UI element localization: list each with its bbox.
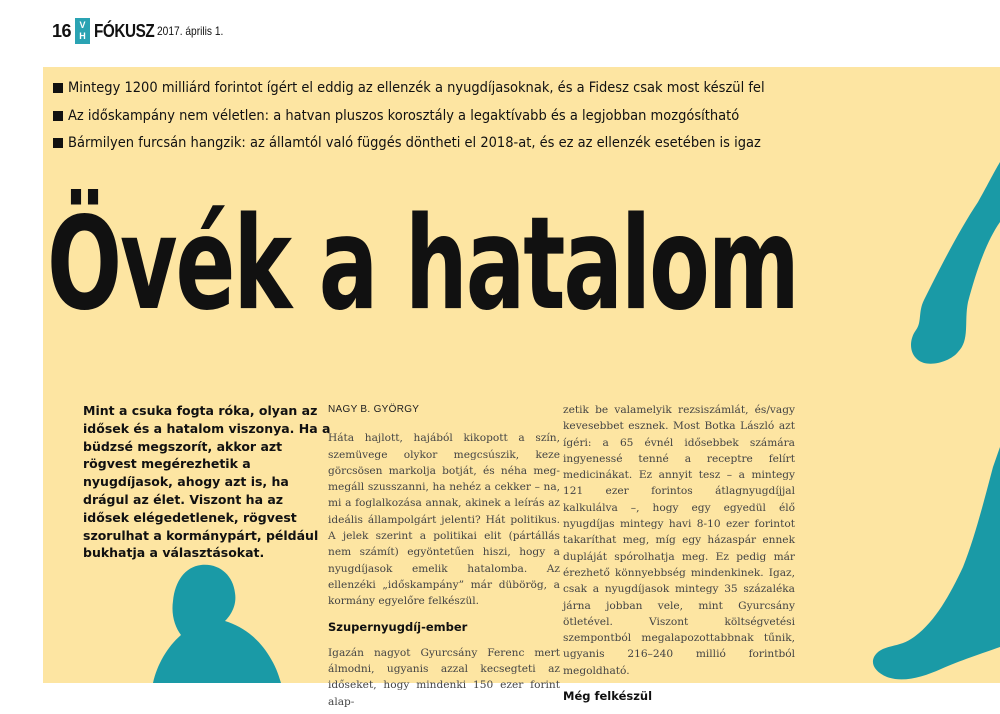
silhouette-arm-top-right	[898, 162, 1000, 372]
bullet-text: Bármilyen furcsán hangzik: az államtól való függés döntheti el 2018-at, és ez az ellenzék esetében is igaz	[68, 135, 761, 151]
bullet-item	[53, 104, 853, 128]
logo-letter-top: V	[79, 20, 86, 30]
bullet-item	[53, 76, 853, 100]
bullet-text: Mintegy 1200 milliárd forintot ígért el eddig az ellenzék a nyugdíjasoknak, és a Fidesz csak most készül fel	[68, 80, 765, 96]
summary-bullets	[53, 76, 853, 159]
bullet-square-icon	[53, 138, 63, 148]
body-paragraph: zetik be valamelyik rezsiszámlát, és/vagy kevesebbet esznek. Most Botka László azt ígéri: a 65 évnél idősebbek számára ingyenessé tenné a receptre felírt medicinákat. Ez annyit tesz – a mintegy 121 ezer forintos átlagnyugdíjjal kalkulálva –, hogy egy egyedül élő nyugdíjas mintegy havi 8-10 ezer forintot takaríthat meg, míg egy házaspár ennek dupláját spórolhatja meg. Ez pedig már érezhető könnyebbség mindenkinek. Igaz, csak a nyugdíjasok mintegy 35 százaléka járna jobban vele, mint Gyurcsány ötletével. Viszont költségvetési szempontból megalapozottabbnak tűnik, ugyanis 216–240 millió forintból megoldható.	[563, 404, 795, 677]
magazine-logo	[75, 18, 90, 44]
subheading: Szupernyugdíj-ember	[328, 619, 468, 634]
lead-paragraph	[83, 402, 333, 562]
issue-date: 2017. április 1.	[157, 24, 224, 38]
article-panel	[43, 67, 1000, 708]
body-paragraph: Igazán nagyot Gyurcsány Ferenc mert álmodni, ugyanis azzal kecsegteti az időseket, hogy mindenki 150 ezer forint alap-	[328, 646, 560, 708]
subheading: Még felkészül	[563, 689, 653, 704]
author-byline: NAGY B. GYÖRGY	[328, 404, 420, 415]
bullet-text: Az időskampány nem véletlen: a hatvan pluszos korosztály a legaktívabb és a legjobban mozgósítható	[68, 107, 740, 124]
article-headline: Övék a hatalom	[47, 190, 798, 339]
silhouette-head-bottom-left	[153, 565, 283, 683]
logo-letter-bottom: H	[79, 31, 86, 41]
bullet-item	[53, 131, 853, 155]
bullet-square-icon	[53, 83, 63, 93]
body-column-2	[563, 402, 795, 714]
page-header	[52, 18, 235, 44]
section-title: FÓKUSZ	[94, 20, 155, 41]
body-paragraph: Háta hajlott, hajából kikopott a szín, szemüvege olykor megcsúszik, keze görcsösen markolja botját, és néha meg-megáll szusszanni, ha nehéz a cekker – na, mi a foglalkozása annak, akinek a leírás az ideális állampolgárt jelenti? Hát politikus. A jelek szerint a politikai elit (pártállás nem számít) egyöntetűen hiszi, hogy a nyugdíjasok emelik hatalomba. Az ellenzéki „időskampány” már dübörög, a kormány egyelőre felkészül.	[328, 432, 560, 608]
lead-text: Mint a csuka fogta róka, olyan az idősek és a hatalom viszonya. Ha a büdzsé megszorít, akkor azt rögvest megérezhetik a nyugdíjasok, ahogy azt is, ha drágul az élet. Viszont ha az idősek elégedetlenek, rögvest szorulhat a kormánypárt, például bukhatja a választásokat.	[83, 403, 331, 561]
body-column-1	[328, 402, 560, 710]
silhouette-arm-bottom-right	[863, 447, 1000, 683]
bullet-square-icon	[53, 111, 63, 121]
page-number: 16	[52, 20, 72, 41]
